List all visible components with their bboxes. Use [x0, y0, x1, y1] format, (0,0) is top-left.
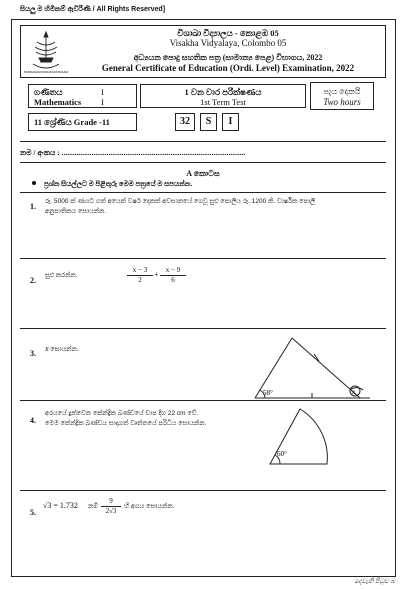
- divider: [20, 141, 386, 142]
- question-4: [30, 410, 36, 428]
- subject-code-box: 32: [175, 113, 195, 131]
- bullet-icon: [32, 181, 36, 185]
- variable-x: x: [45, 344, 49, 353]
- question-number: 3.: [30, 349, 36, 358]
- page-footer: දෙවැනි පිටුව බ: [354, 578, 395, 585]
- name-index-line: නම / අංකය : ..................................................................................................: [20, 148, 246, 157]
- exam-title-english: General Certificate of Education (Ordi. Level) Examination, 2022: [101, 63, 355, 73]
- term-english: 1st Term Test: [200, 97, 246, 107]
- question-number: 1.: [30, 202, 36, 211]
- question-number: 2.: [30, 276, 36, 285]
- fraction-2: [160, 266, 186, 285]
- rights-reserved-label: සියලු ම හිමිකම් ඇවිරිණි / All Rights Reserved]: [20, 6, 166, 13]
- school-name-english: Visakha Vidyalaya, Colombo 05: [169, 38, 287, 48]
- time-box: [310, 82, 374, 110]
- question-5-text: හි අගය සොයන්න.: [124, 503, 175, 510]
- school-logo-icon: [23, 28, 69, 76]
- angle-60-label: 60°: [277, 450, 287, 458]
- angle-x-label: x: [352, 388, 356, 396]
- part-a-heading: A කොටස: [186, 169, 220, 178]
- paper-code-box: I: [222, 113, 239, 131]
- question-2: [30, 270, 36, 288]
- grade-box: 11 ශ්‍රේණිය Grade -11: [28, 113, 137, 131]
- fraction-2-numerator: x − 9: [160, 266, 186, 276]
- plus-operator: +: [154, 270, 159, 279]
- question-4-text-line-1: අරයයේ දුක්වෙන කේන්ද්‍රික ඛණ්ඩයේ චාප දිග 22 cm වේ.: [45, 410, 199, 417]
- fraction-1-denominator: 2: [138, 276, 142, 284]
- paper-number-english: I: [101, 97, 104, 107]
- paper-number-sinhala: I: [101, 87, 104, 97]
- question-5: [30, 502, 36, 520]
- question-3-text: x සොයන්න.: [45, 344, 79, 353]
- fraction-q5-numerator: 9: [101, 497, 121, 507]
- term-sinhala: 1 වන වාර පරීක්ෂණය: [184, 87, 262, 97]
- fraction-2-denominator: 6: [171, 276, 175, 284]
- subject-english: Mathematics: [34, 97, 82, 107]
- fraction-1: [127, 266, 153, 285]
- question-3: [30, 343, 36, 361]
- instruction-text: ප්‍රශ්න සියල්ලට ම පිළිතුරු මෙම පත්‍රයේ ම සපයන්න.: [44, 180, 193, 188]
- divider: [20, 162, 386, 163]
- term-box: [140, 84, 306, 108]
- divider: [20, 400, 386, 401]
- time-sinhala: පැය දෙකයි: [323, 87, 361, 96]
- medium-code-box: S: [200, 113, 217, 131]
- divider: [20, 328, 386, 329]
- fraction-1-numerator: x − 3: [127, 266, 153, 276]
- logo-motto: PANNASAM PANNASASTRAAM: [23, 70, 69, 74]
- angle-58-label: 58°: [263, 389, 273, 397]
- divider: [20, 490, 386, 491]
- question-1-text-line-2: අනුපාතිකය සොයන්න.: [45, 208, 107, 215]
- divider: [20, 192, 386, 193]
- school-name-sinhala: විශාඛා විද්‍යාලය - කොළඹ 05: [177, 28, 279, 38]
- question-5-if: නම්: [88, 503, 98, 510]
- instruction: [32, 180, 192, 189]
- fraction-q5: [101, 497, 121, 516]
- divider: [20, 258, 386, 259]
- fraction-q5-denominator: 2√3: [105, 507, 117, 515]
- sector-diagram: [265, 402, 345, 468]
- exam-title-sinhala: අධ්‍යයන පොදු සහතික පත්‍ර (සාමාන්‍ය පෙළ) විභාගය, 2022: [133, 53, 323, 62]
- question-number: 5.: [30, 508, 36, 517]
- triangle-diagram: [250, 335, 375, 401]
- given-equation: √3 = 1.732: [43, 501, 78, 510]
- question-4-text-line-2: මෙම කේන්ද්‍රික ඛණ්ඩය සාදාගත් වෘත්තයේ පරිධිය සොයන්න.: [45, 420, 207, 427]
- subject-sinhala: ගණිතය: [34, 87, 63, 97]
- question-2-text: සුළු කරන්න.: [45, 272, 78, 279]
- question-1: [30, 196, 36, 214]
- time-english: Two hours: [323, 97, 361, 107]
- question-1-text-line-1: රු. 5000 ක් ණයට ගත් අයෙක් වර්ෂ දෙකක් අවසානයේ ගෙවූ සුළු පොලිය රු. 1200 කි. වාර්ෂික පොලී: [45, 198, 316, 205]
- question-number: 4.: [30, 416, 36, 425]
- subject-box: [28, 84, 137, 108]
